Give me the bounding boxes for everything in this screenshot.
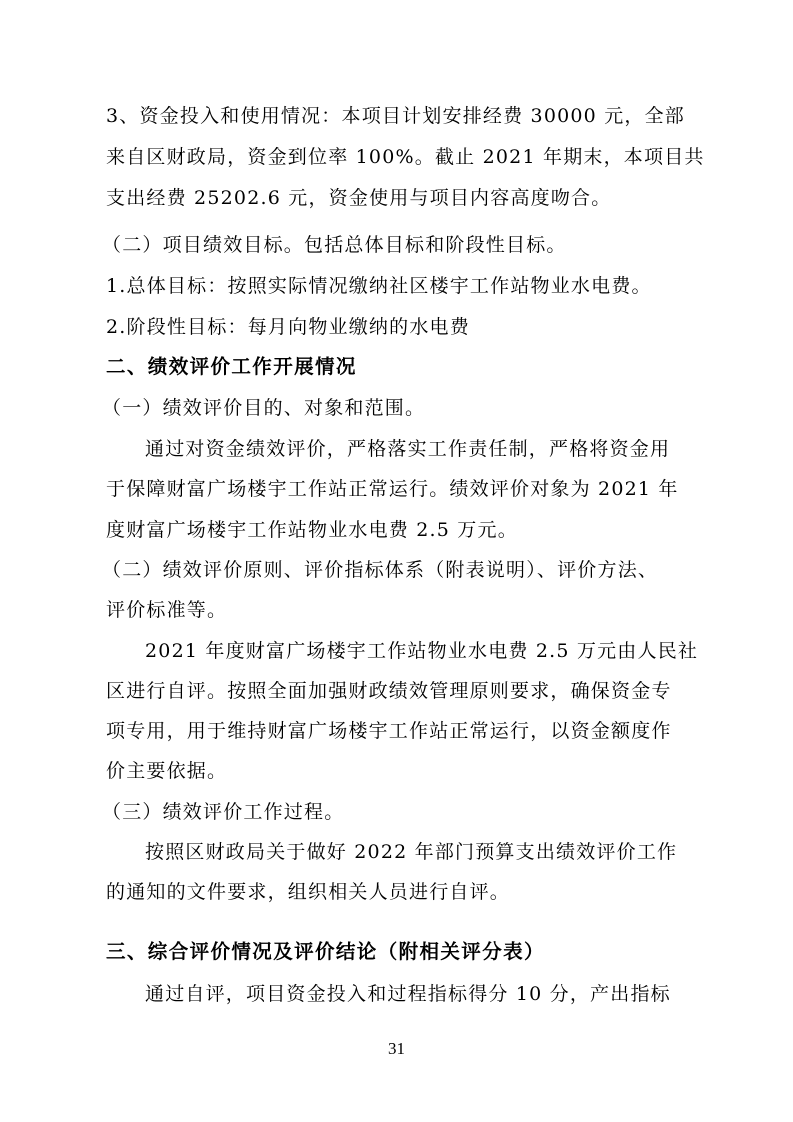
funds-line-1: 3、资金投入和使用情况：本项目计划安排经费 30000 元，全部 <box>106 105 686 127</box>
goals-heading: （二）项目绩效目标。包括总体目标和阶段性目标。 <box>102 234 567 256</box>
funds-line-2: 来自区财政局，资金到位率 100%。截止 2021 年期末，本项目共 <box>106 146 705 168</box>
page-number: 31 <box>388 1039 405 1058</box>
funds-line-3: 支出经费 25202.6 元，资金使用与项目内容高度吻合。 <box>106 187 612 209</box>
sub2-line-4: 价主要依据。 <box>106 760 228 782</box>
sub2-line-1: 2021 年度财富广场楼宇工作站物业水电费 2.5 万元由人民社 <box>145 640 699 662</box>
goals-overall: 1.总体目标：按照实际情况缴纳社区楼宇工作站物业水电费。 <box>106 275 652 297</box>
sub1-line-2: 于保障财富广场楼宇工作站正常运行。绩效评价对象为 2021 年 <box>106 478 679 500</box>
sub2-heading-2: 评价标准等。 <box>106 599 228 621</box>
sub2-heading-1: （二）绩效评价原则、评价指标体系（附表说明）、评价方法、 <box>102 559 659 581</box>
sub3-line-2: 的通知的文件要求，组织相关人员进行自评。 <box>106 881 511 903</box>
sub1-line-3: 度财富广场楼宇工作站物业水电费 2.5 万元。 <box>106 519 518 541</box>
goals-stage: 2.阶段性目标：每月向物业缴纳的水电费 <box>106 316 470 338</box>
chapter3-line-1: 通过自评，项目资金投入和过程指标得分 10 分，产出指标 <box>145 983 671 1005</box>
sub2-line-2: 区进行自评。按照全面加强财政绩效管理原则要求，确保资金专 <box>106 680 672 702</box>
sub2-line-3: 项专用，用于维持财富广场楼宇工作站正常运行，以资金额度作 <box>106 720 672 742</box>
sub3-heading: （三）绩效评价工作过程。 <box>102 801 345 823</box>
sub1-heading: （一）绩效评价目的、对象和范围。 <box>102 397 426 419</box>
chapter3-title: 三、综合评价情况及评价结论（附相关评分表） <box>106 940 545 963</box>
sub3-line-1: 按照区财政局关于做好 2022 年部门预算支出绩效评价工作 <box>145 841 678 863</box>
chapter2-title: 二、绩效评价工作开展情况 <box>106 355 357 378</box>
sub1-line-1: 通过对资金绩效评价，严格落实工作责任制，严格将资金用 <box>145 438 671 460</box>
